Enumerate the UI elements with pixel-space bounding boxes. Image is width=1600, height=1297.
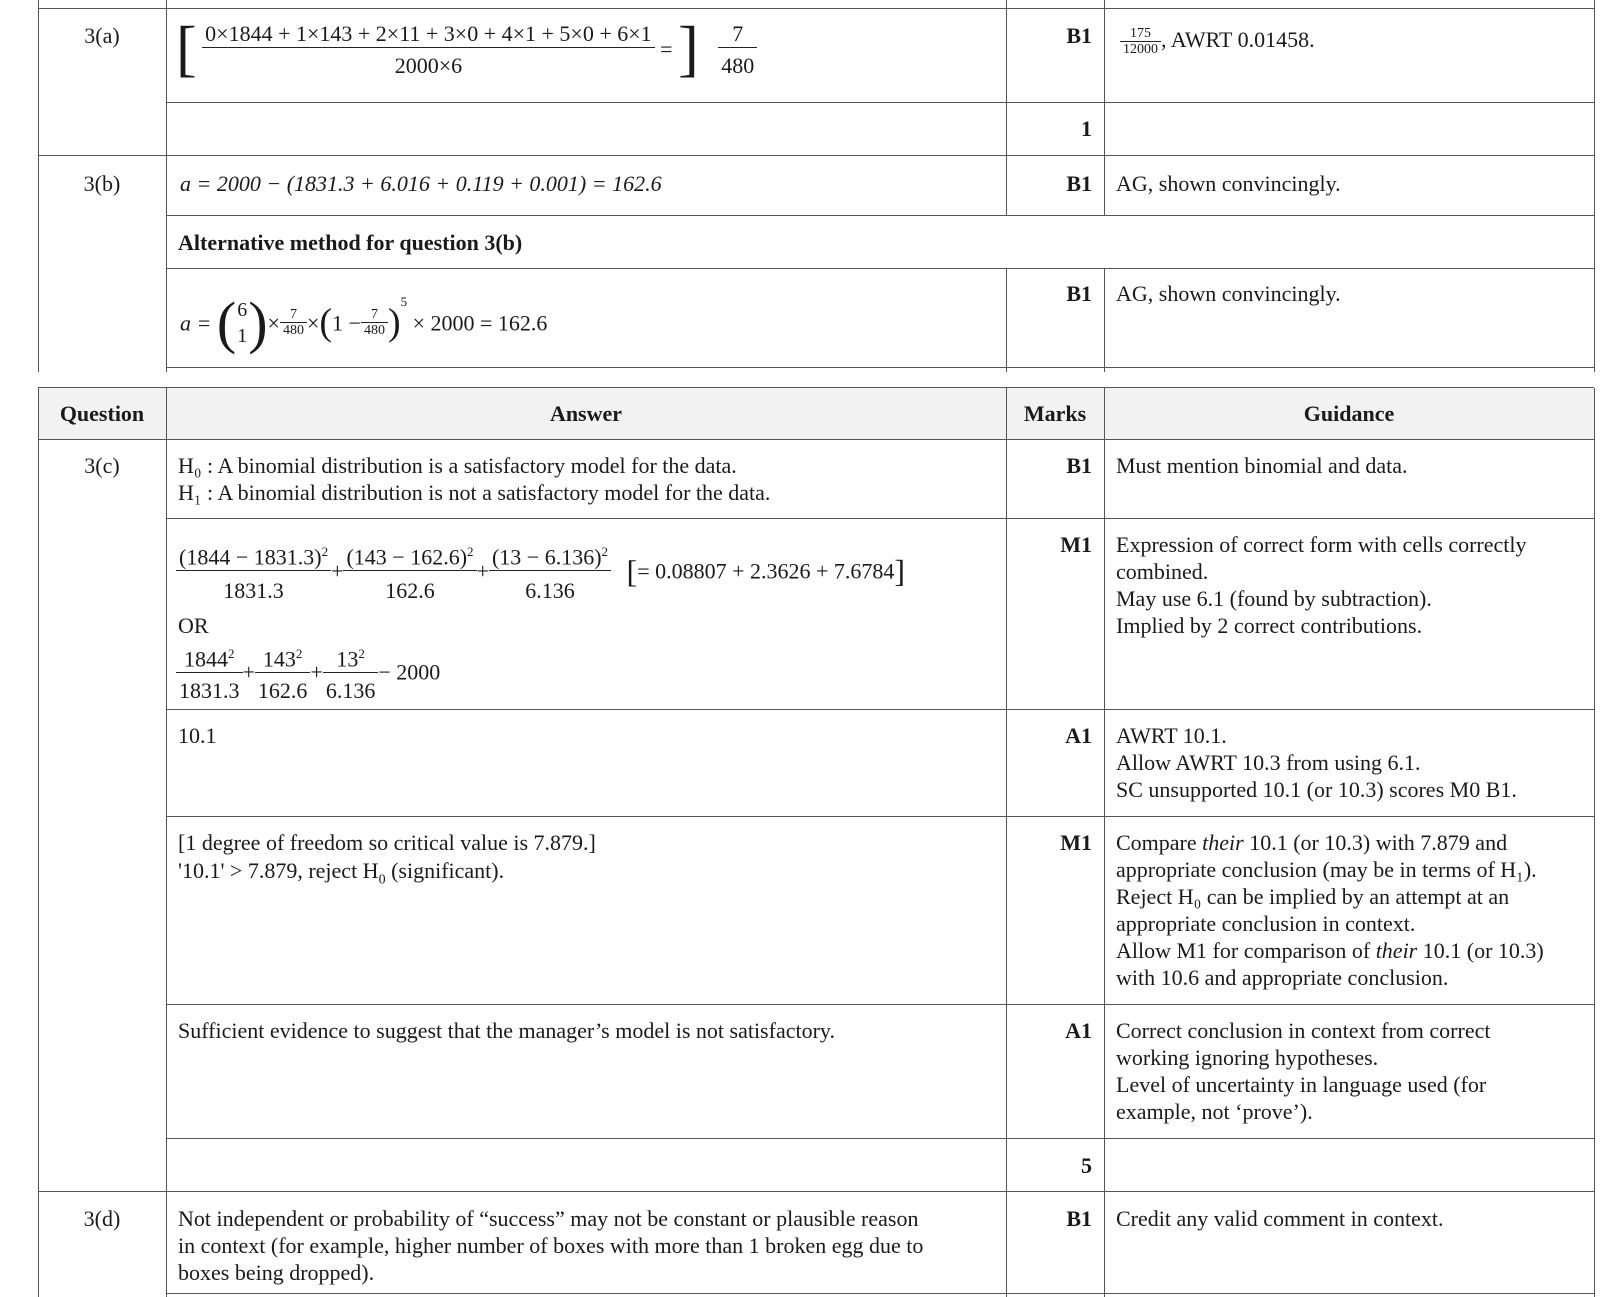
alt-sq-2: 2 xyxy=(295,646,303,661)
hypothesis-h0: H₀ : A binomial distribution is a satisfactory model for the data. xyxy=(178,453,737,478)
alt-suffix: × 2000 = 162.6 xyxy=(412,310,548,336)
question-number-3b: 3(b) xyxy=(83,171,121,196)
result-denominator: 480 xyxy=(721,52,755,78)
g5-suffix: 10.1 (or 10.3) xyxy=(1417,938,1544,963)
header-question: Question xyxy=(59,401,145,426)
answer-3c-row4-line2 xyxy=(178,857,504,893)
alt-chi-expression xyxy=(176,640,440,704)
alt-guidance-3b: AG, shown convincingly. xyxy=(1116,281,1341,306)
alt-plus-2: + xyxy=(310,659,323,685)
total-3c: 5 xyxy=(1081,1153,1092,1178)
mark-3c-row4: M1 xyxy=(1060,830,1092,855)
answer-3d-line1: Not independent or probability of “success” may not be constant or plausible reason xyxy=(178,1206,919,1231)
times-sign: × xyxy=(267,310,280,336)
header-answer: Answer xyxy=(549,401,623,426)
times-sign-2: × xyxy=(306,310,320,336)
alt-prefix: a = xyxy=(180,310,212,336)
p-fraction xyxy=(280,307,307,338)
hypothesis-h1: H₁ : A binomial distribution is not a satisfactory model for the data. xyxy=(178,480,771,505)
alt-term-3-den: 6.136 xyxy=(325,678,376,704)
numerator-3a: 0×1844 + 1×143 + 2×11 + 3×0 + 4×1 + 5×0 + 6×1 xyxy=(202,20,654,48)
guidance-3c-row4-line3: Reject H₀ can be implied by an attempt at an xyxy=(1116,884,1510,909)
guidance-3c-row5-line2: working ignoring hypotheses. xyxy=(1116,1045,1379,1070)
guidance-3a xyxy=(1120,26,1315,57)
term-2-den: 162.6 xyxy=(385,578,435,604)
sq-3: 2 xyxy=(601,544,609,559)
term-3-den: 6.136 xyxy=(525,578,575,604)
alt-term-1-den: 1831.3 xyxy=(179,678,240,704)
guidance-3c-row2-line1: Expression of correct form with cells correctly xyxy=(1116,532,1527,557)
question-number-3d: 3(d) xyxy=(83,1206,121,1231)
guidance-3c-row2-line4: Implied by 2 correct contributions. xyxy=(1116,613,1423,638)
term-2-num: (143 − 162.6) xyxy=(346,544,468,570)
term-1-num: (1844 − 1831.3) xyxy=(179,544,322,570)
guidance-3c-row3-line2: Allow AWRT 10.3 from using 6.1. xyxy=(1116,750,1421,775)
alt-mark-3b: B1 xyxy=(1066,281,1092,306)
alt-method-heading: Alternative method for question 3(b) xyxy=(178,230,523,255)
guidance-3c-row2-line2: combined. xyxy=(1116,559,1209,584)
answer-3b: a = 2000 − (1831.3 + 6.016 + 0.119 + 0.001) = 162.6 xyxy=(180,171,662,196)
guidance-3c-row5-line4: example, not ‘prove’). xyxy=(1116,1099,1313,1124)
p-den: 480 xyxy=(282,323,304,339)
mark-3c-row1: B1 xyxy=(1066,453,1092,478)
guidance-fraction xyxy=(1120,26,1161,57)
guidance-text-3a: , AWRT 0.01458. xyxy=(1161,27,1315,52)
g1-prefix: Compare xyxy=(1116,830,1203,855)
term-1-den: 1831.3 xyxy=(223,578,284,604)
alt-term-2 xyxy=(255,640,311,704)
mark-3a: B1 xyxy=(1066,23,1092,48)
minus-total: − 2000 xyxy=(378,659,441,685)
guidance-3b: AG, shown convincingly. xyxy=(1116,171,1341,196)
one-minus: 1 − xyxy=(332,310,361,336)
binomial-coefficient: ( 6 1 ) xyxy=(216,289,268,355)
power-5: 5 xyxy=(400,294,408,309)
mark-3c-row3: A1 xyxy=(1065,723,1092,748)
answer-3c-row4-line1: [1 degree of freedom so critical value is 7.879.] xyxy=(178,830,596,855)
guidance-3c-row4-line5 xyxy=(1116,937,1544,964)
guidance-3c-row4-line2: appropriate conclusion (may be in terms of H₁). xyxy=(1116,857,1537,882)
mark-3d: B1 xyxy=(1066,1206,1092,1231)
guidance-3c-row4-line6: with 10.6 and appropriate conclusion. xyxy=(1116,965,1449,990)
term-2 xyxy=(343,538,476,604)
answer-row4-sub: 0 xyxy=(378,872,386,888)
question-number-3a: 3(a) xyxy=(84,23,120,48)
alt-term-2-den: 162.6 xyxy=(257,678,308,704)
result-numerator: 7 xyxy=(718,20,757,48)
guidance-fraction-num: 175 xyxy=(1120,26,1161,42)
chi-square-expression xyxy=(176,538,905,604)
alt-term-1 xyxy=(176,640,243,704)
header-guidance: Guidance xyxy=(1303,401,1395,426)
binom-bottom: 1 xyxy=(237,324,248,347)
alt-term-3 xyxy=(323,640,379,704)
answer-row4-suffix: (significant). xyxy=(385,858,505,883)
guidance-3c-row5-line3: Level of uncertainty in language used (for xyxy=(1116,1072,1487,1097)
answer-3a: [ $\frac{0\times 1844 + 1\times 143 + 2\times 11 + 3\times 0 + 4\times 1 + 5\times 0 + 6\times 1}{2000\times 6}$ = ] $\frac{7}{480}$ xyxy=(176,18,757,80)
g5-prefix: Allow M1 for comparison of xyxy=(1116,938,1376,963)
answer-3d-line3: boxes being dropped). xyxy=(178,1260,375,1285)
p-num: 7 xyxy=(280,307,307,323)
guidance-fraction-den: 12000 xyxy=(1123,42,1158,58)
question-number-3c: 3(c) xyxy=(84,453,120,478)
alt-term-3-num: 13 xyxy=(336,646,359,672)
answer-3d-line2: in context (for example, higher number of boxes with more than 1 broken egg due to xyxy=(178,1233,924,1258)
plus-1: + xyxy=(331,558,344,584)
close-paren: ) xyxy=(387,301,401,344)
q-fraction xyxy=(361,307,388,338)
answer-row4-prefix: '10.1' > 7.879, reject H xyxy=(178,858,379,883)
denominator-3a: 2000×6 xyxy=(394,52,463,78)
g5-italic: their xyxy=(1375,938,1418,963)
answer-3c-row5: Sufficient evidence to suggest that the manager’s model is not satisfactory. xyxy=(178,1018,835,1043)
guidance-3c-row4-line1 xyxy=(1116,829,1507,856)
mark-3c-row2: M1 xyxy=(1060,532,1092,557)
guidance-3c-row5-line1: Correct conclusion in context from correct xyxy=(1116,1018,1491,1043)
q-num: 7 xyxy=(361,307,388,323)
equals-sign: = xyxy=(660,36,673,62)
header-marks: Marks xyxy=(1023,401,1087,426)
open-bracket: [ xyxy=(626,552,638,589)
total-3a: 1 xyxy=(1081,116,1092,141)
guidance-3c-row3-line1: AWRT 10.1. xyxy=(1116,723,1227,748)
q-den: 480 xyxy=(363,323,385,339)
term-3 xyxy=(489,538,611,604)
alt-answer-3b xyxy=(180,288,548,355)
alt-term-2-num: 143 xyxy=(262,646,296,672)
result-fraction-3a xyxy=(718,20,757,79)
mark-3c-row5: A1 xyxy=(1065,1018,1092,1043)
sq-1: 2 xyxy=(321,544,329,559)
close-bracket: ] xyxy=(894,552,906,589)
binom-top: 6 xyxy=(237,298,248,321)
g1-italic: their xyxy=(1202,830,1244,855)
plus-2: + xyxy=(476,558,489,584)
guidance-3c-row4-line4: appropriate conclusion in context. xyxy=(1116,911,1416,936)
open-paren: ( xyxy=(319,301,333,344)
term-1 xyxy=(176,538,331,604)
mark-3b: B1 xyxy=(1066,171,1092,196)
alt-term-1-num: 1844 xyxy=(184,646,228,672)
sq-2: 2 xyxy=(467,544,474,559)
answer-3c-row3: 10.1 xyxy=(178,723,217,748)
alt-plus-1: + xyxy=(242,659,255,685)
guidance-3c-row2-line3: May use 6.1 (found by subtraction). xyxy=(1116,586,1432,611)
or-label: OR xyxy=(178,613,209,638)
guidance-3c-row1: Must mention binomial and data. xyxy=(1116,453,1408,478)
term-3-num: (13 − 6.136) xyxy=(491,544,602,570)
bracket-values: = 0.08807 + 2.3626 + 7.6784 xyxy=(637,558,895,584)
alt-sq-1: 2 xyxy=(228,646,235,661)
alt-sq-3: 2 xyxy=(358,646,365,661)
g1-suffix: 10.1 (or 10.3) with 7.879 and xyxy=(1243,830,1508,855)
fraction-3a xyxy=(202,20,654,79)
guidance-3c-row3-line3: SC unsupported 10.1 (or 10.3) scores M0 B1. xyxy=(1116,777,1517,802)
guidance-3d: Credit any valid comment in context. xyxy=(1116,1206,1444,1231)
